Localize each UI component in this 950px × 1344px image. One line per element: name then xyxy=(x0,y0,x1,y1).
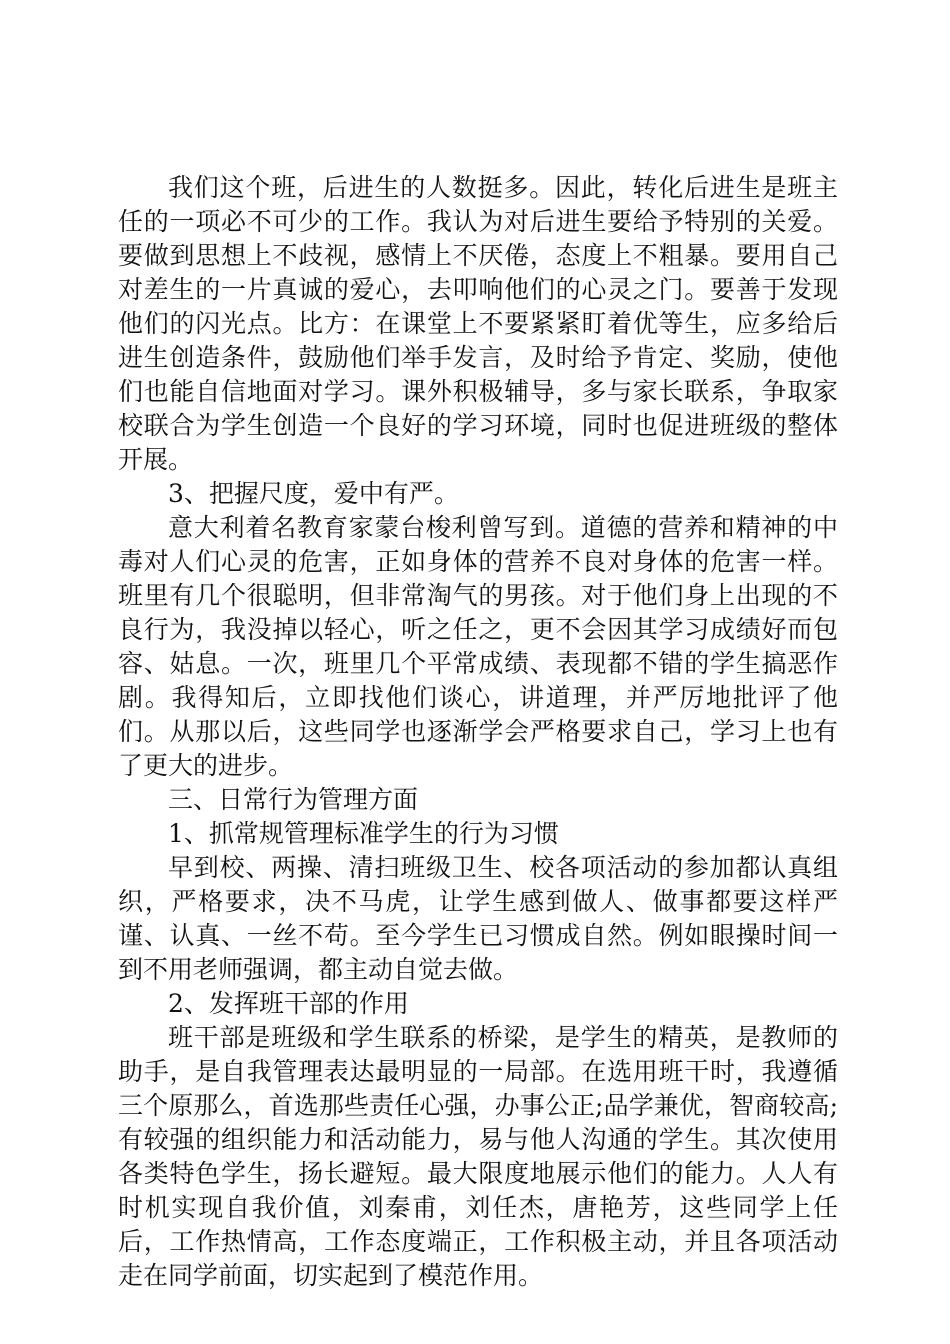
heading-daily-behavior-management: 三、日常行为管理方面 xyxy=(168,785,419,814)
heading-class-cadres-role: 2、发挥班干部的作用 xyxy=(168,989,409,1018)
paragraph-helping-struggling-students: 我们这个班，后进生的人数挺多。因此，转化后进生是班主任的一项必不可少的工作。我认为对后进生要给予特别的关爱。要做到思想上不歧视，感情上不厌倦，态度上不粗暴。要用自己对差生的一片真诚的爱心，去叩响他们的心灵之门。要善于发现他们的闪光点。比方：在课堂上不要紧紧盯着优等生，应多给后进生创造条件，鼓励他们举手发言，及时给予肯定、奖励，使他们也能自信地面对学习。课外积极辅导，多与家长联系，争取家校联合为学生创造一个良好的学习环境，同时也促进班级的整体开展。 xyxy=(118,173,838,474)
heading-routine-management: 1、抓常规管理标准学生的行为习惯 xyxy=(168,819,559,848)
paragraph-routine-details: 早到校、两操、清扫班级卫生、校各项活动的参加都认真组织，严格要求，决不马虎，让学生感到做人、做事都要这样严谨、认真、一丝不苟。至今学生已习惯成自然。例如眼操时间一到不用老师强调，都主动自觉去做。 xyxy=(118,853,838,984)
paragraph-class-cadres-details: 班干部是班级和学生联系的桥梁，是学生的精英，是教师的助手，是自我管理表达最明显的一局部。在选用班干时，我遵循三个原那么，首选那些责任心强，办事公正;品学兼优，智商较高;有较强的组织能力和活动能力，易与他人沟通的学生。其次使用各类特色学生，扬长避短。最大限度地展示他们的能力。人人有时机实现自我价值，刘秦甫，刘任杰，唐艳芳，这些同学上任后，工作热情高，工作态度端正，工作积极主动，并且各项活动走在同学前面，切实起到了模范作用。 xyxy=(118,1023,838,1290)
paragraph-montessori-quote: 意大利着名教育家蒙台梭利曾写到。道德的营养和精神的中毒对人们心灵的危害，正如身体的营养不良对身体的危害一样。班里有几个很聪明，但非常淘气的男孩。对于他们身上出现的不良行为，我没掉以轻心，听之任之，更不会因其学习成绩好而包容、姑息。一次，班里几个平常成绩、表现都不错的学生搞恶作剧。我得知后，立即找他们谈心，讲道理，并严厉地批评了他们。从那以后，这些同学也逐渐学会严格要求自己，学习上也有了更大的进步。 xyxy=(118,513,838,780)
document-body xyxy=(118,171,838,1293)
heading-balance-love-and-strictness: 3、把握尺度，爱中有严。 xyxy=(168,479,459,508)
